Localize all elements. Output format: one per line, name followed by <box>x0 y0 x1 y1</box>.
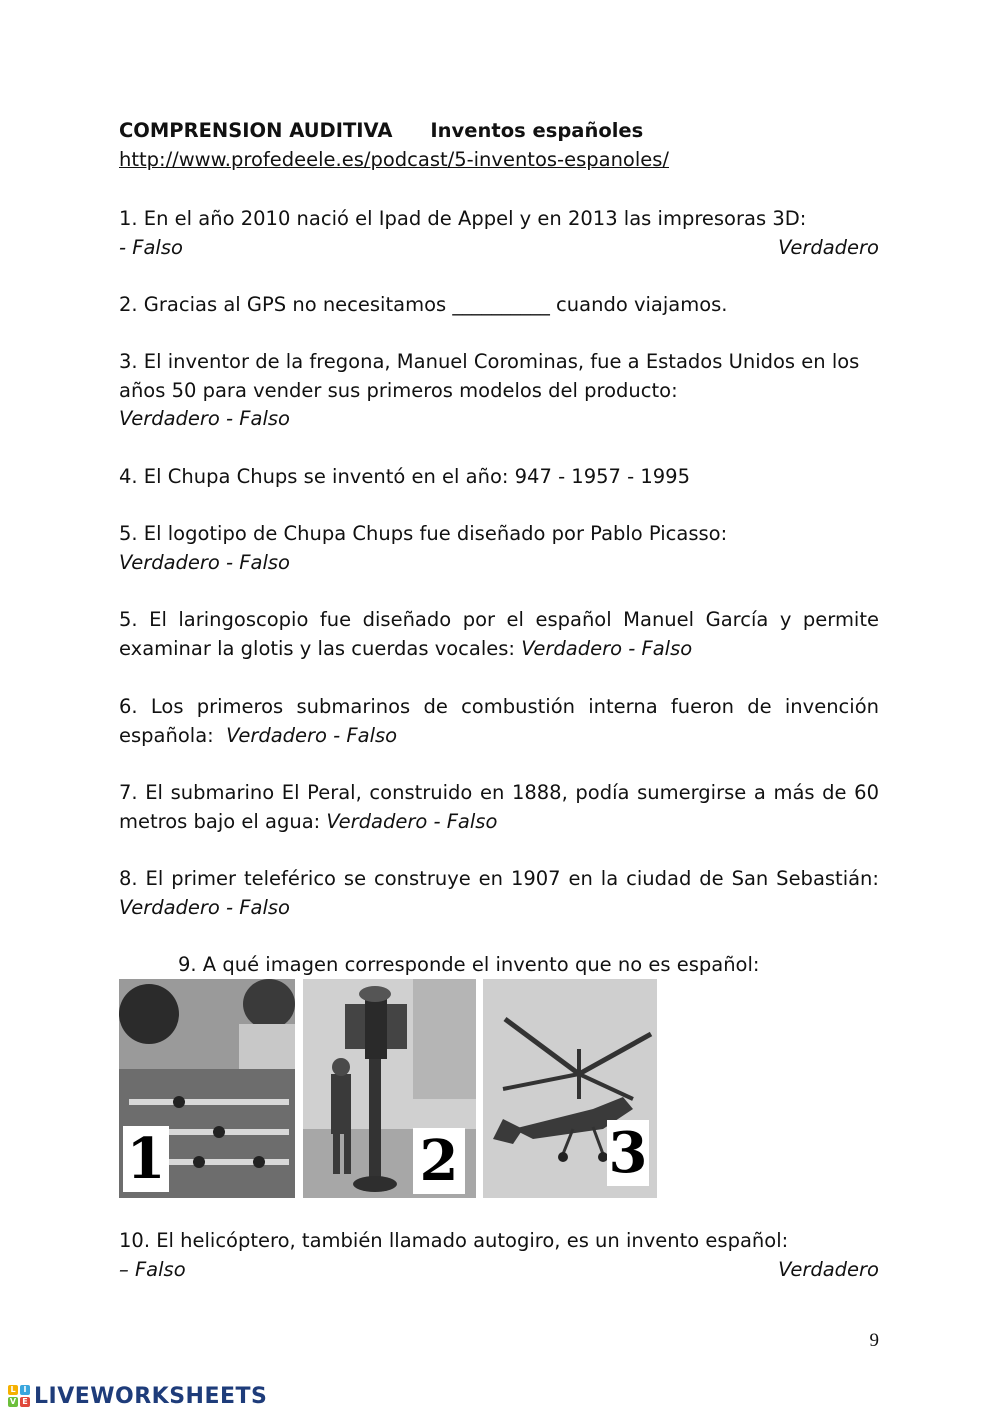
logo-letter-4: E <box>20 1397 30 1407</box>
q7-text: 7. El submarino El Peral, construido en 1888, podía sumergirse a más de 60 metros bajo el agua: <box>119 781 879 833</box>
question-5a <box>119 520 879 577</box>
question-3 <box>119 348 879 434</box>
image-2-number: 2 <box>413 1128 465 1194</box>
q1-option-false[interactable]: - Falso <box>119 235 183 259</box>
q5a-text: 5. El logotipo de Chupa Chups fue diseñado por Pablo Picasso: <box>119 522 728 545</box>
q3-text: 3. El inventor de la fregona, Manuel Corominas, fue a Estados Unidos en los años 50 para vender sus primeros modelos del producto: <box>119 350 860 402</box>
page-number: 9 <box>869 1330 879 1351</box>
question-8 <box>119 865 879 922</box>
q7-options[interactable]: Verdadero - Falso <box>326 809 498 833</box>
question-10 <box>119 1227 879 1284</box>
q6-text: 6. Los primeros submarinos de combustión interna fueron de invención española: <box>119 695 879 747</box>
image-3-number: 3 <box>608 1120 648 1186</box>
title-left: COMPRENSION AUDITIVA <box>119 119 393 142</box>
logo-letter-1: L <box>8 1385 18 1395</box>
worksheet-title <box>119 119 643 142</box>
q10-option-true[interactable]: Verdadero <box>778 1257 879 1281</box>
podcast-link[interactable]: http://www.profedeele.es/podcast/5-inventos-espanoles/ <box>119 148 669 171</box>
image-2[interactable] <box>303 979 476 1198</box>
question-9: 9. A qué imagen corresponde el invento que no es español: <box>178 953 760 976</box>
question-5b <box>119 606 879 663</box>
image-1-number: 1 <box>123 1126 169 1192</box>
q8-text: 8. El primer teleférico se construye en 1907 en la ciudad de San Sebastián: <box>119 867 879 890</box>
q5a-options[interactable]: Verdadero - Falso <box>119 550 290 574</box>
q8-options[interactable]: Verdadero - Falso <box>119 895 290 919</box>
question-6 <box>119 693 879 750</box>
q1-text: 1. En el año 2010 nació el Ipad de Appel y en 2013 las impresoras 3D: <box>119 207 807 230</box>
q10-text: 10. El helicóptero, también llamado autogiro, es un invento español: <box>119 1229 789 1252</box>
image-3[interactable] <box>483 979 657 1198</box>
brand-name: LIVEWORKSHEETS <box>34 1383 268 1409</box>
q10-option-false[interactable]: – Falso <box>119 1257 186 1281</box>
logo-letter-3: V <box>9 1397 17 1406</box>
q5b-text: 5. El laringoscopio fue diseñado por el español Manuel García y permite examinar la glotis y las cuerdas vocales: <box>119 608 879 660</box>
logo-icon <box>8 1385 30 1407</box>
question-7 <box>119 779 879 836</box>
q5b-options[interactable]: Verdadero - Falso <box>521 636 693 660</box>
q3-options[interactable]: Verdadero - Falso <box>119 407 290 431</box>
image-1[interactable] <box>119 979 295 1198</box>
question-2: 2. Gracias al GPS no necesitamos __________ cuando viajamos. <box>119 293 728 316</box>
q6-options[interactable]: Verdadero - Falso <box>226 723 398 747</box>
title-right: Inventos españoles <box>430 119 644 142</box>
q1-option-true[interactable]: Verdadero <box>778 235 879 259</box>
liveworksheets-logo[interactable] <box>8 1381 267 1411</box>
question-1 <box>119 205 879 262</box>
question-4: 4. El Chupa Chups se inventó en el año: 947 - 1957 - 1995 <box>119 465 690 488</box>
logo-letter-2: I <box>20 1385 30 1395</box>
